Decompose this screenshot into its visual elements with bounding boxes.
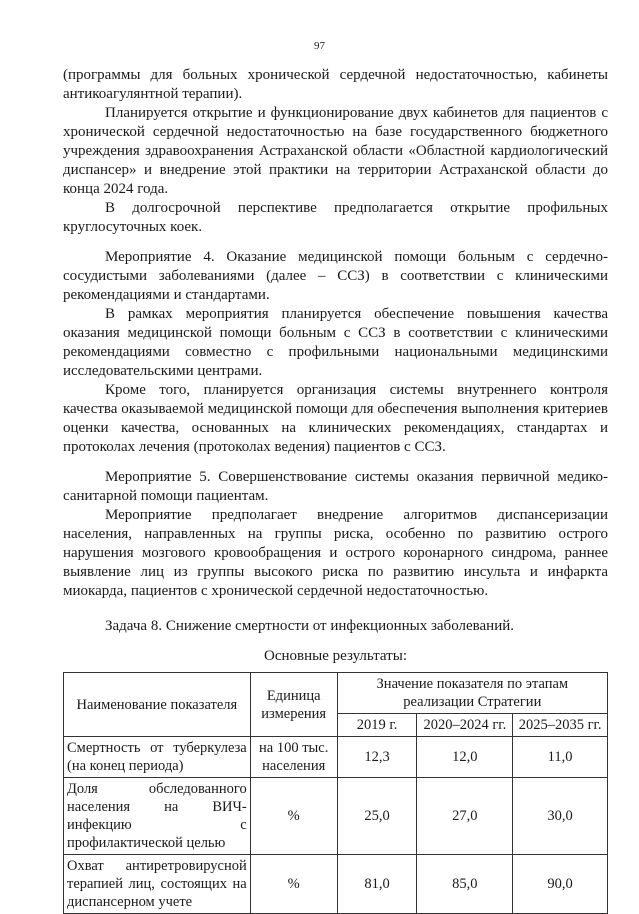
indicator-name: Смертность от туберкулеза (на конец периода) <box>64 737 251 778</box>
page-number: 97 <box>314 40 325 52</box>
header-period: 2025–2035 гг. <box>513 714 608 737</box>
paragraph-continuation: (программы для больных хронической сердечной недостаточностью, кабинеты антикоагулянтной терапии). <box>63 67 608 102</box>
table-caption: Основные результаты: <box>264 648 407 664</box>
header-indicator-name: Наименование показателя <box>64 673 251 737</box>
paragraph-measure-4: Мероприятие 4. Оказание медицинской помощи больным с сердечно-сосудистыми заболеваниями (далее – ССЗ) в соответствии с клиническими рекомендациями и стандартами. <box>63 249 608 303</box>
indicator-value: 25,0 <box>337 778 417 855</box>
paragraph-long-term: В долгосрочной перспективе предполагается открытие профильных круглосуточных коек. <box>63 200 608 235</box>
header-period: 2019 г. <box>337 714 417 737</box>
paragraph-task-8: Задача 8. Снижение смертности от инфекционных заболеваний. <box>105 618 515 634</box>
indicator-value: 81,0 <box>337 855 417 914</box>
indicator-value: 27,0 <box>417 778 513 855</box>
indicator-name: Доля обследованного населения на ВИЧ-инфекцию с профилактической целью <box>64 778 251 855</box>
header-values-group: Значение показателя по этапам реализации Стратегии <box>337 673 607 714</box>
indicator-value: 85,0 <box>417 855 513 914</box>
paragraph-quality: В рамках мероприятия планируется обеспечение повышения качества оказания медицинской помощи больным с ССЗ в соответствии с клиническими рекомендациями совместно с профильными национальными медицинскими исследовательскими центрами. <box>63 306 608 379</box>
table-header-row <box>64 673 608 714</box>
document-body <box>63 66 608 914</box>
paragraph-screening: Мероприятие предполагает внедрение алгоритмов диспансеризации населения, направленных на группы риска, особенно по развитию острого нарушения мозгового кровообращения и острого коронарного синдрома, раннее выявление лиц из группы высокого риска по развитию инсульта и инфаркта миокарда, пациентов с хронической сердечной недостаточностью. <box>63 507 608 599</box>
table-row <box>64 778 608 855</box>
indicator-value: 90,0 <box>513 855 608 914</box>
paragraph-cabinets: Планируется открытие и функционирование двух кабинетов для пациентов с хронической сердечной недостаточностью на базе государственного бюджетного учреждения здравоохранения Астраханской области «Областной кардиологический диспансер» и внедрение этой практики на территории Астраханской области до конца 2024 года. <box>63 105 608 197</box>
indicator-name: Охват антиретровирусной терапией лиц, состоящих на диспансерном учете <box>64 855 251 914</box>
indicator-value: 11,0 <box>513 737 608 778</box>
indicator-value: 30,0 <box>513 778 608 855</box>
header-period: 2020–2024 гг. <box>417 714 513 737</box>
header-unit: Единица измерения <box>250 673 337 737</box>
indicator-value: 12,3 <box>337 737 417 778</box>
indicator-value: 12,0 <box>417 737 513 778</box>
table-row <box>64 737 608 778</box>
paragraph-control: Кроме того, планируется организация системы внутреннего контроля качества оказываемой медицинской помощи для обеспечения выполнения критериев оценки качества, основанных на клинических рекомендациях, стандартах и протоколах лечения (протоколах ведения) пациентов с ССЗ. <box>63 382 608 455</box>
results-table <box>63 672 608 914</box>
indicator-unit: на 100 тыс. населения <box>250 737 337 778</box>
indicator-unit: % <box>250 855 337 914</box>
paragraph-measure-5: Мероприятие 5. Совершенствование системы оказания первичной медико-санитарной помощи пациентам. <box>63 469 608 504</box>
indicator-unit: % <box>250 778 337 855</box>
